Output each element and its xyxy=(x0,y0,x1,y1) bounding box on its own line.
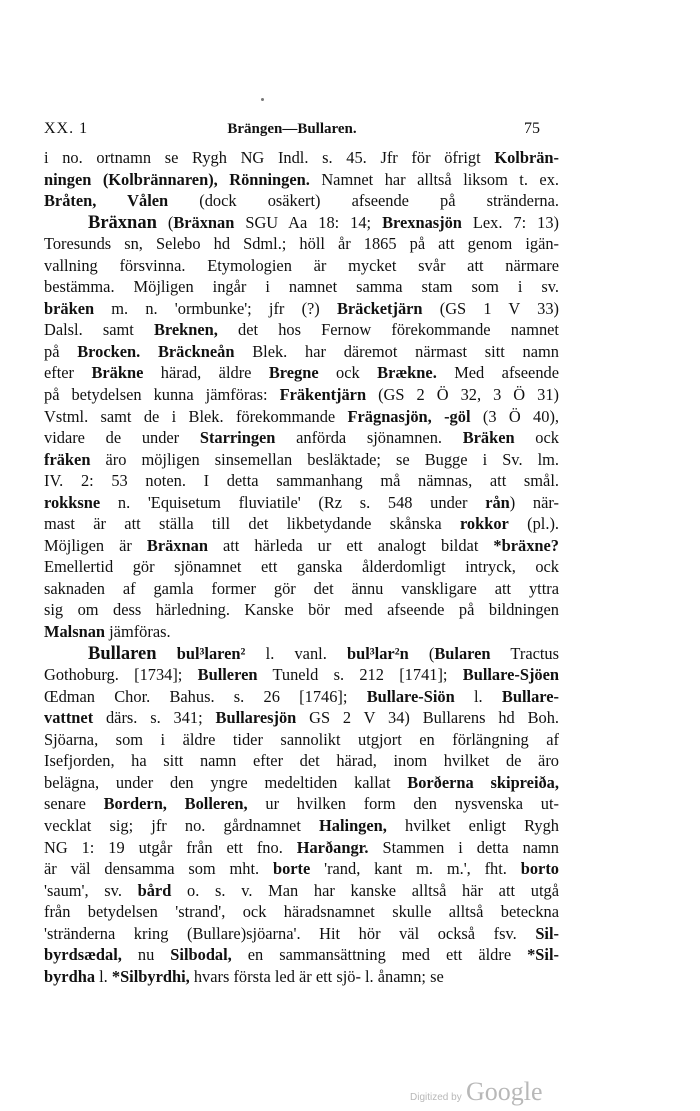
text-run: äro möjligen sinsemellan besläktade; se Bugge i Sv. lm. xyxy=(90,449,559,469)
text-run: 'rand, kant m. m.', fht. xyxy=(310,859,521,879)
bold-term: Bordern, Bolleren, xyxy=(103,794,248,814)
bold-term: vattnet xyxy=(44,708,94,728)
bold-term: bul³lar²n xyxy=(346,643,409,663)
bold-term: Brocken. xyxy=(77,341,141,361)
text-line xyxy=(44,341,559,363)
running-title: Brängen—Bullaren. xyxy=(227,121,357,137)
text-run: ock xyxy=(318,363,378,383)
text-run: 'stränderna kring (Bullare)sjöarna'. Hit hör väl också fsv. xyxy=(44,923,536,943)
bold-term: Borðerna skipreiða, xyxy=(407,772,559,792)
text-run: vecklat sig; jfr no. gårdnamnet xyxy=(44,815,320,835)
entry-headword: Bullaren xyxy=(88,643,157,664)
text-run: Sjöarna, som i äldre tider sannolikt utgjort en förlängning af xyxy=(44,729,559,749)
text-run: (GS 1 V 33) xyxy=(422,298,559,318)
entry-headword: Bräxnan xyxy=(88,212,157,233)
text-line xyxy=(44,815,559,837)
body-text xyxy=(44,147,559,987)
text-line xyxy=(44,707,559,729)
text-run: att härleda ur ett analogt bildat xyxy=(207,535,494,555)
text-run: på betydelsen kunna jämföras: xyxy=(44,385,280,405)
text-line xyxy=(44,362,559,384)
bold-term: Bregne xyxy=(268,363,319,383)
bold-term: Bullare- xyxy=(501,686,559,706)
bold-term: fräken xyxy=(44,449,91,469)
text-run: Lex. 7: 13) xyxy=(461,212,559,232)
bold-term: bul³laren² xyxy=(176,643,246,663)
text-line xyxy=(44,858,559,880)
text-line xyxy=(44,212,559,234)
text-run: (3 Ö 40), xyxy=(470,406,559,426)
bold-term: Bräckneån xyxy=(157,341,235,361)
text-run: Toresunds sn, Selebo hd Sdml.; höll år 1865 på att genom igän- xyxy=(44,234,559,254)
text-line xyxy=(44,729,559,751)
text-line xyxy=(44,686,559,708)
bold-term: Frägnasjön, -göl xyxy=(347,406,471,426)
bold-term: Bullaresjön xyxy=(215,708,297,728)
text-line xyxy=(44,664,559,686)
text-line xyxy=(44,319,559,341)
text-run: Tractus xyxy=(490,643,559,663)
page-number: 75 xyxy=(524,120,540,137)
text-run: Œdman Chor. Bahus. s. 26 [1746]; xyxy=(44,686,367,706)
text-run: vidare de under xyxy=(44,428,200,448)
text-run: IV. 2: 53 noten. I detta sammanhang må nämnas, att smål. xyxy=(44,471,559,491)
bold-term: ningen (Kolbrännaren), Rönningen. xyxy=(44,169,310,189)
text-line xyxy=(44,837,559,859)
text-run: saknaden af gamla former gör det ännu vanskligare att yttra xyxy=(44,578,559,598)
text-line xyxy=(44,750,559,772)
text-run: en sammansättning med ett äldre xyxy=(231,945,528,965)
text-line xyxy=(44,643,559,665)
text-run: Blek. har däremot närmast sitt namn xyxy=(234,341,559,361)
text-line xyxy=(44,298,559,320)
text-run: Isefjorden, ha sitt namn efter det härad, inom hvilket de äro xyxy=(44,751,559,771)
google-watermark xyxy=(410,1079,560,1107)
text-run: l. vanl. xyxy=(245,643,347,663)
bold-term: Fräkentjärn xyxy=(279,385,367,405)
text-run: därs. s. 341; xyxy=(93,708,216,728)
digitized-by-label: Digitized by xyxy=(410,1092,462,1103)
text-run: anförda sjönamnen. xyxy=(275,428,463,448)
bold-term: Bullare-Siön xyxy=(366,686,455,706)
bold-term: bård xyxy=(137,880,172,900)
text-line xyxy=(44,793,559,815)
text-line xyxy=(44,276,559,298)
text-run: hvars första led är ett sjö- l. ånamn; se xyxy=(189,966,444,986)
text-line xyxy=(44,384,559,406)
text-line xyxy=(44,578,559,600)
text-run: belägna, under den yngre medeltiden kallat xyxy=(44,772,408,792)
bold-term: byrdsædal, xyxy=(44,945,122,965)
text-run: o. s. v. Man har kanske alltså här att utgå xyxy=(171,880,559,900)
text-line xyxy=(44,513,559,535)
text-line xyxy=(44,901,559,923)
text-run: Dalsl. samt xyxy=(44,320,154,340)
text-line xyxy=(44,169,559,191)
text-run: ( xyxy=(156,212,174,232)
text-run: härad, äldre xyxy=(143,363,269,383)
bold-term: Bråten, Vålen xyxy=(44,191,169,211)
text-run: senare xyxy=(44,794,104,814)
bold-term: Bularen xyxy=(434,643,491,663)
text-run: l. xyxy=(454,686,502,706)
bold-term: Kolbrän- xyxy=(494,148,559,167)
text-line xyxy=(44,923,559,945)
text-run: m. n. 'ormbunke'; jfr (?) xyxy=(94,298,337,318)
ink-speck xyxy=(261,98,264,101)
bold-term: Starringen xyxy=(199,428,276,448)
bold-term: *bräxne? xyxy=(493,535,559,555)
text-line xyxy=(44,427,559,449)
text-run: 'saum', sv. xyxy=(44,880,138,900)
text-line xyxy=(44,406,559,428)
text-run: från betydelsen 'strand', ock häradsnamnet skulle alltså beteckna xyxy=(44,902,559,922)
text-line xyxy=(44,492,559,514)
bold-term: Bulleren xyxy=(197,665,258,685)
text-run: nu xyxy=(121,945,171,965)
text-line xyxy=(44,470,559,492)
bold-term: bräken xyxy=(44,298,95,318)
text-line xyxy=(44,535,559,557)
bold-term: Sil- xyxy=(535,923,559,943)
text-run: (pl.). xyxy=(508,514,559,534)
text-run: Möjligen är xyxy=(44,535,147,555)
bold-term: Breknen, xyxy=(153,320,218,340)
text-run: SGU Aa 18: 14; xyxy=(234,212,383,232)
bold-term: Bräxnan xyxy=(173,212,235,232)
bold-term: Malsnan xyxy=(44,622,106,642)
text-run: hvilket enligt Rygh xyxy=(386,815,559,835)
bold-term: Bräcketjärn xyxy=(336,298,423,318)
text-run: Namnet har alltså liksom t. ex. xyxy=(309,169,559,189)
text-run: (dock osäkert) afseende på stränderna. xyxy=(168,191,559,211)
text-line xyxy=(44,255,559,277)
text-line xyxy=(44,621,559,643)
bold-term: Brexnasjön xyxy=(382,212,462,232)
bold-term: Bräkne xyxy=(91,363,144,383)
text-run: Emellertid gör sjönamnet ett ganska ålderdomligt intryck, ock xyxy=(44,557,559,577)
text-line xyxy=(44,880,559,902)
bold-term: byrdha xyxy=(44,966,96,986)
text-run: Stammen i detta namn xyxy=(368,837,559,857)
text-run: Tuneld s. 212 [1741]; xyxy=(257,665,463,685)
text-run: mast är att ställa till det likbetydande skånska xyxy=(44,514,460,534)
text-line xyxy=(44,966,559,988)
text-line xyxy=(44,449,559,471)
text-run: efter xyxy=(44,363,92,383)
text-run: NG 1: 19 utgår från ett fno. xyxy=(44,837,297,857)
bold-term: *Silbyrdhi, xyxy=(111,966,190,986)
text-run: bestämma. Möjligen ingår i namnet samma stam som i sv. xyxy=(44,277,559,297)
text-run: i no. ortnamn se Rygh NG Indl. s. 45. Jfr för öfrigt xyxy=(44,148,495,167)
text-run: Med afseende xyxy=(436,363,559,383)
text-run: Vstml. samt de i Blek. förekommande xyxy=(44,406,348,426)
text-run: ock xyxy=(514,428,559,448)
text-run: ) när- xyxy=(509,492,559,512)
text-line xyxy=(44,233,559,255)
bold-term: Brækne. xyxy=(377,363,437,383)
bold-term: rokksne xyxy=(44,492,101,512)
text-run: ur hvilken form den nysvenska ut- xyxy=(247,794,559,814)
bold-term: Bullare-Sjöen xyxy=(462,665,559,685)
bold-term: *Sil- xyxy=(527,945,559,965)
google-logo: Google xyxy=(466,1077,543,1106)
text-run: ( xyxy=(408,643,435,663)
bold-term: Halingen, xyxy=(319,815,387,835)
bold-term: borte xyxy=(272,859,311,879)
bold-term: rån xyxy=(485,492,510,512)
text-run: sig om dess härledning. Kanske bör med afseende på bildningen xyxy=(44,600,559,620)
running-header xyxy=(44,118,540,140)
bold-term: rokkor xyxy=(459,514,509,534)
bold-term: Bräken xyxy=(462,428,515,448)
bold-term: Silbodal, xyxy=(170,945,232,965)
text-run xyxy=(140,342,158,361)
text-run: är väl densamma som mht. xyxy=(44,859,273,879)
text-line xyxy=(44,556,559,578)
section-number: XX. 1 xyxy=(44,120,89,137)
text-line xyxy=(44,772,559,794)
text-run: (GS 2 Ö 32, 3 Ö 31) xyxy=(366,385,559,405)
bold-term: Bräxnan xyxy=(146,535,208,555)
text-run xyxy=(157,644,177,663)
text-run: det hos Fernow förekommande namnet xyxy=(217,320,559,340)
bold-term: Harðangr. xyxy=(296,837,369,857)
text-run: n. 'Equisetum fluviatile' (Rz s. 548 under xyxy=(100,492,486,512)
text-line xyxy=(44,147,559,169)
text-line xyxy=(44,599,559,621)
text-run: vallning försvinna. Etymologien är mycket svår att närmare xyxy=(44,255,559,275)
bold-term: borto xyxy=(520,859,559,879)
text-line xyxy=(44,190,559,212)
text-run: jämföras. xyxy=(105,622,171,642)
text-run: på xyxy=(44,341,78,361)
text-run: Gothoburg. [1734]; xyxy=(44,665,198,685)
text-line xyxy=(44,944,559,966)
text-run: GS 2 V 34) Bullarens hd Boh. xyxy=(296,708,559,728)
text-run: l. xyxy=(95,966,112,986)
